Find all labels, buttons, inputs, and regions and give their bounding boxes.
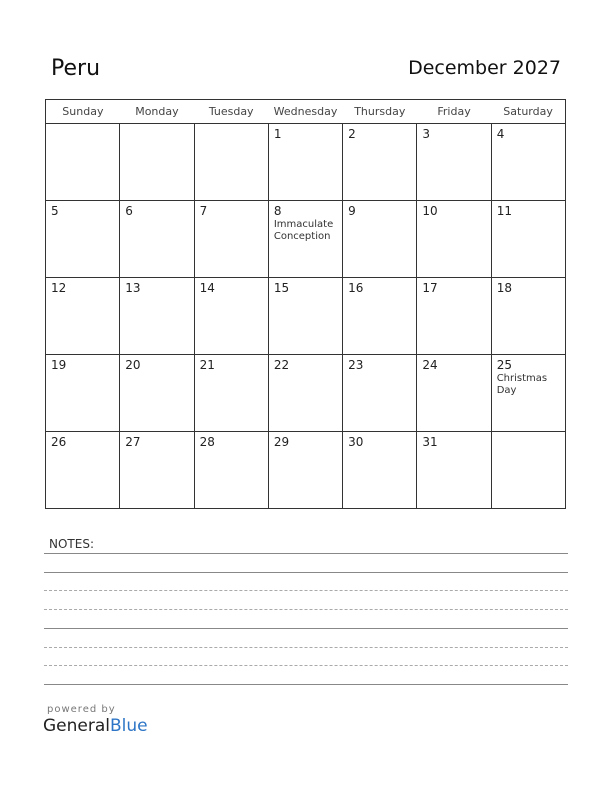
day-number: 26 xyxy=(51,435,67,449)
day-cell xyxy=(268,124,342,201)
day-number: 15 xyxy=(273,281,290,295)
day-cell xyxy=(417,124,491,201)
notes-line xyxy=(44,609,568,610)
day-cell xyxy=(417,278,491,355)
day-cell xyxy=(194,124,268,201)
day-cell xyxy=(491,124,565,201)
day-number: 10 xyxy=(422,204,438,218)
day-number: 9 xyxy=(348,204,356,218)
day-cell xyxy=(194,432,268,509)
calendar-grid xyxy=(45,99,566,509)
day-number: 12 xyxy=(51,281,67,295)
notes-line xyxy=(44,684,568,685)
day-cell xyxy=(343,201,417,278)
day-cell xyxy=(268,355,342,432)
day-number: 13 xyxy=(125,281,141,295)
day-number: 28 xyxy=(199,435,215,449)
weekday-wednesday: Wednesday xyxy=(268,100,342,124)
day-cell xyxy=(343,278,417,355)
day-number: 16 xyxy=(348,281,364,295)
day-cell xyxy=(46,278,120,355)
day-number: 1 xyxy=(273,127,282,141)
notes-line xyxy=(44,553,568,554)
weekday-sunday: Sunday xyxy=(46,100,120,124)
day-cell xyxy=(343,432,417,509)
day-number: 8 xyxy=(273,204,282,218)
day-cell xyxy=(343,355,417,432)
week-row xyxy=(46,201,566,278)
day-cell xyxy=(120,124,194,201)
notes-line xyxy=(44,647,568,648)
day-cell xyxy=(268,201,342,278)
day-number: 27 xyxy=(125,435,141,449)
logo-general-text: General xyxy=(43,716,110,736)
day-cell xyxy=(120,432,194,509)
week-row xyxy=(46,278,566,355)
day-number: 23 xyxy=(348,358,364,372)
generalblue-logo xyxy=(43,716,148,736)
day-cell xyxy=(194,278,268,355)
notes-line xyxy=(44,665,568,666)
day-cell xyxy=(268,432,342,509)
day-number: 29 xyxy=(273,435,290,449)
day-cell xyxy=(268,278,342,355)
day-number: 19 xyxy=(51,358,67,372)
day-cell xyxy=(417,201,491,278)
day-cell xyxy=(46,201,120,278)
weekday-thursday: Thursday xyxy=(343,100,417,124)
day-cell xyxy=(491,201,565,278)
day-cell xyxy=(194,201,268,278)
day-number: 14 xyxy=(199,281,215,295)
month-title: December 2027 xyxy=(408,57,561,79)
week-row xyxy=(46,124,566,201)
day-number: 18 xyxy=(496,281,512,295)
day-cell xyxy=(491,278,565,355)
day-number: 11 xyxy=(496,204,512,218)
day-number: 2 xyxy=(348,127,356,141)
week-row xyxy=(46,355,566,432)
weekday-header-row xyxy=(46,100,566,124)
day-cell xyxy=(417,355,491,432)
notes-line xyxy=(44,572,568,573)
country-title: Peru xyxy=(51,56,101,81)
logo-blue-text: Blue xyxy=(110,716,148,736)
day-number: 20 xyxy=(125,358,141,372)
day-number: 24 xyxy=(422,358,438,372)
day-number: 21 xyxy=(199,358,215,372)
day-number: 30 xyxy=(348,435,364,449)
holiday-label: Immaculate Conception xyxy=(273,219,334,242)
day-number: 17 xyxy=(422,281,438,295)
day-cell xyxy=(343,124,417,201)
day-cell xyxy=(46,432,120,509)
day-cell xyxy=(120,355,194,432)
day-cell xyxy=(491,355,565,432)
day-cell xyxy=(417,432,491,509)
week-row xyxy=(46,432,566,509)
day-cell xyxy=(120,201,194,278)
day-number: 31 xyxy=(422,435,438,449)
day-cell xyxy=(46,124,120,201)
day-cell xyxy=(46,355,120,432)
notes-line xyxy=(44,590,568,591)
notes-line xyxy=(44,628,568,629)
day-number: 25 xyxy=(496,358,512,372)
day-number: 4 xyxy=(496,127,505,141)
day-cell xyxy=(194,355,268,432)
weekday-monday: Monday xyxy=(120,100,194,124)
powered-by-text: powered by xyxy=(47,704,116,715)
day-number: 5 xyxy=(51,204,59,218)
holiday-label: Christmas Day xyxy=(496,373,548,396)
weekday-friday: Friday xyxy=(417,100,491,124)
day-number: 3 xyxy=(422,127,431,141)
day-cell xyxy=(491,432,565,509)
day-number: 7 xyxy=(199,204,208,218)
day-number: 22 xyxy=(273,358,290,372)
weekday-saturday: Saturday xyxy=(491,100,565,124)
day-cell xyxy=(120,278,194,355)
day-number: 6 xyxy=(125,204,133,218)
weekday-tuesday: Tuesday xyxy=(194,100,268,124)
notes-label: NOTES: xyxy=(49,537,94,551)
